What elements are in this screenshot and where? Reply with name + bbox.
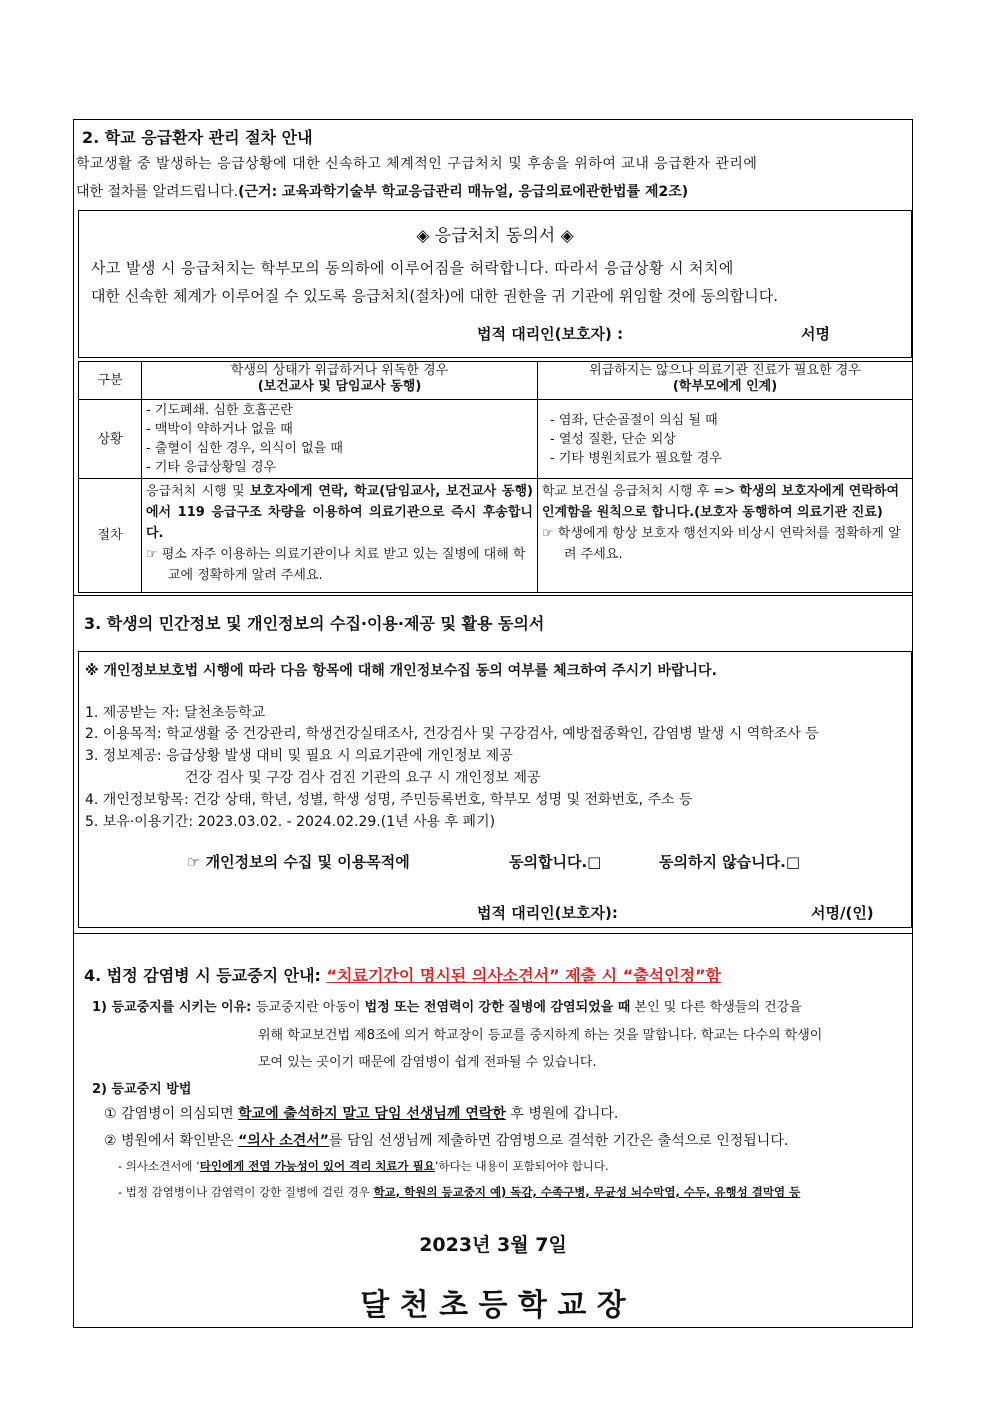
section4-reason-line1: 1) 등교중지를 시키는 이유: 등교중지란 아동이 법정 또는 전염력이 강한 질병에 감염되었을 때 본인 및 다른 학생들의 건강을 xyxy=(92,1000,802,1015)
notice-document-frame xyxy=(73,119,913,1328)
section4-step2: ② 병원에서 확인받은 “의사 소견서”를 담임 선생님께 제출하면 감염병으로 결석한 기간은 출석으로 인정됩니다. xyxy=(104,1133,789,1149)
section4-step1: ① 감염병이 의심되면 학교에 출석하지 말고 담임 선생님께 연락한 후 병원에 갑니다. xyxy=(104,1106,619,1122)
privacy-item-5: 5. 보유·이용기간: 2023.03.02. - 2024.02.29.(1년 사용 후 폐기) xyxy=(85,814,496,830)
privacy-consent-box xyxy=(78,651,912,928)
procedure-critical-cell: 응급처치 시행 및 보호자에게 연락, 학교(담임교사, 보건교사 동행)에서 119 응급구조 차량을 이용하여 의료기관으로 즉시 후송합니다. ☞ 평소 자주 이용하는 의료기관이나 치료 받고 있는 질병에 대해 학교에 정확하게 알려 주세요. xyxy=(142,479,538,593)
privacy-item-2: 2. 이용목적: 학교생활 중 건강관리, 학생건강실태조사, 건강검사 및 구강검사, 예방접종확인, 감염병 발생 시 역학조사 등 xyxy=(85,726,819,742)
consent-title: ◈ 응급처치 동의서 ◈ xyxy=(416,226,574,246)
procedure-noncritical-cell: 학교 보건실 응급처치 시행 후 => 학생의 보호자에게 연락하여 인계함을 원칙으로 합니다.(보호자 동행하여 의료기관 진료) ☞ 학생에게 항상 보호자 행선지와 비상시 연락처를 정확하게 알려 주세요. xyxy=(538,479,913,593)
privacy-item-4: 4. 개인정보항목: 건강 상태, 학년, 성별, 학생 성명, 주민등록번호, 학부모 성명 및 전화번호, 주소 등 xyxy=(85,792,693,808)
section4-reason-line2: 위해 학교보건법 제8조에 의거 학교장이 등교를 중지하게 하는 것을 말합니다. 학교는 다수의 학생이 xyxy=(258,1028,823,1043)
section4-reason-line3: 모여 있는 곳이기 때문에 감염병이 쉽게 전파될 수 있습니다. xyxy=(258,1055,597,1070)
privacy-agree-checkbox[interactable]: 동의합니다.□ xyxy=(509,853,602,871)
situation-critical-cell: - 기도폐쇄. 심한 호흡곤란 - 맥박이 약하거나 없을 때 - 출혈이 심한 경우, 의식이 없을 때 - 기타 응급상황일 경우 xyxy=(142,400,538,479)
principal-signature: 달 천 초 등 학 교 장 xyxy=(360,1288,626,1323)
section3-title: 3. 학생의 민간정보 및 개인정보의 수집·이용·제공 및 활용 동의서 xyxy=(84,614,545,633)
section2-intro-line2: 대한 절차를 알려드립니다.(근거: 교육과학기술부 학교응급관리 매뉴얼, 응급의료에관한법률 제2조) xyxy=(76,184,689,200)
section4-title: 4. 법정 감염병 시 등교중지 안내: “치료기간이 명시된 의사소견서” 제출 시 “출석인정”함 xyxy=(84,966,722,985)
emergency-procedure-table xyxy=(78,361,913,593)
privacy-consent-prompt: ☞ 개인정보의 수집 및 이용목적에 xyxy=(187,853,410,871)
privacy-sign-label: 서명/(인) xyxy=(811,904,874,922)
consent-guardian-label: 법적 대리인(보호자) : xyxy=(477,325,624,343)
section4-method-label: 2) 등교중지 방법 xyxy=(92,1082,192,1097)
privacy-notice: ※ 개인정보보호법 시행에 따라 다음 항목에 대해 개인정보수집 동의 여부를 체크하여 주시기 바랍니다. xyxy=(85,663,717,679)
privacy-item-1: 1. 제공받는 자: 달천초등학교 xyxy=(85,705,266,721)
table-row-procedure-label: 절차 xyxy=(79,479,142,593)
divider xyxy=(74,595,912,596)
privacy-item-3: 3. 정보제공: 응급상황 발생 대비 및 필요 시 의료기관에 개인정보 제공 xyxy=(85,748,513,764)
privacy-item-3-cont: 건강 검사 및 구강 검사 검진 기관의 요구 시 개인정보 제공 xyxy=(185,770,541,786)
privacy-disagree-checkbox[interactable]: 동의하지 않습니다.□ xyxy=(659,853,801,871)
section4-note1: - 의사소견서에 ‘타인에게 전염 가능성이 있어 격리 치료가 필요’하다는 내용이 포함되어야 합니다. xyxy=(118,1159,609,1173)
consent-sign-label: 서명 xyxy=(801,325,830,343)
document-date: 2023년 3월 7일 xyxy=(419,1234,567,1256)
privacy-guardian-label: 법적 대리인(보호자): xyxy=(477,904,618,922)
consent-line1: 사고 발생 시 응급처치는 학부모의 동의하에 이루어짐을 허락합니다. 따라서 응급상황 시 처치에 xyxy=(91,259,734,277)
divider xyxy=(74,933,912,934)
section2-title: 2. 학교 응급환자 관리 절차 안내 xyxy=(82,128,313,147)
table-row-situation-label: 상황 xyxy=(79,400,142,479)
situation-noncritical-cell: - 염좌, 단순골절이 의심 될 때 - 열성 질환, 단순 외상 - 기타 병원치료가 필요할 경우 xyxy=(538,400,913,479)
section4-note2: - 법정 감염병이나 감염력이 강한 질병에 걸린 경우 학교, 학원의 등교중지 예) 독감, 수족구병, 무균성 뇌수막염, 수두, 유행성 결막염 등 xyxy=(118,1185,801,1199)
emergency-consent-box xyxy=(78,210,912,358)
consent-line2: 대한 신속한 체계가 이루어질 수 있도록 응급처치(절차)에 대한 권한을 귀 기관에 위임할 것에 동의합니다. xyxy=(91,287,779,305)
table-header-category: 구분 xyxy=(79,362,142,400)
table-header-critical: 학생의 상태가 위급하거나 위독한 경우 (보건교사 및 담임교사 동행) xyxy=(142,362,538,400)
table-header-noncritical: 위급하지는 않으나 의료기관 진료가 필요한 경우 (학부모에게 인계) xyxy=(538,362,913,400)
section2-intro-line1: 학교생활 중 발생하는 응급상황에 대한 신속하고 체계적인 구급처치 및 후송을 위하여 교내 응급환자 관리에 xyxy=(76,156,758,172)
